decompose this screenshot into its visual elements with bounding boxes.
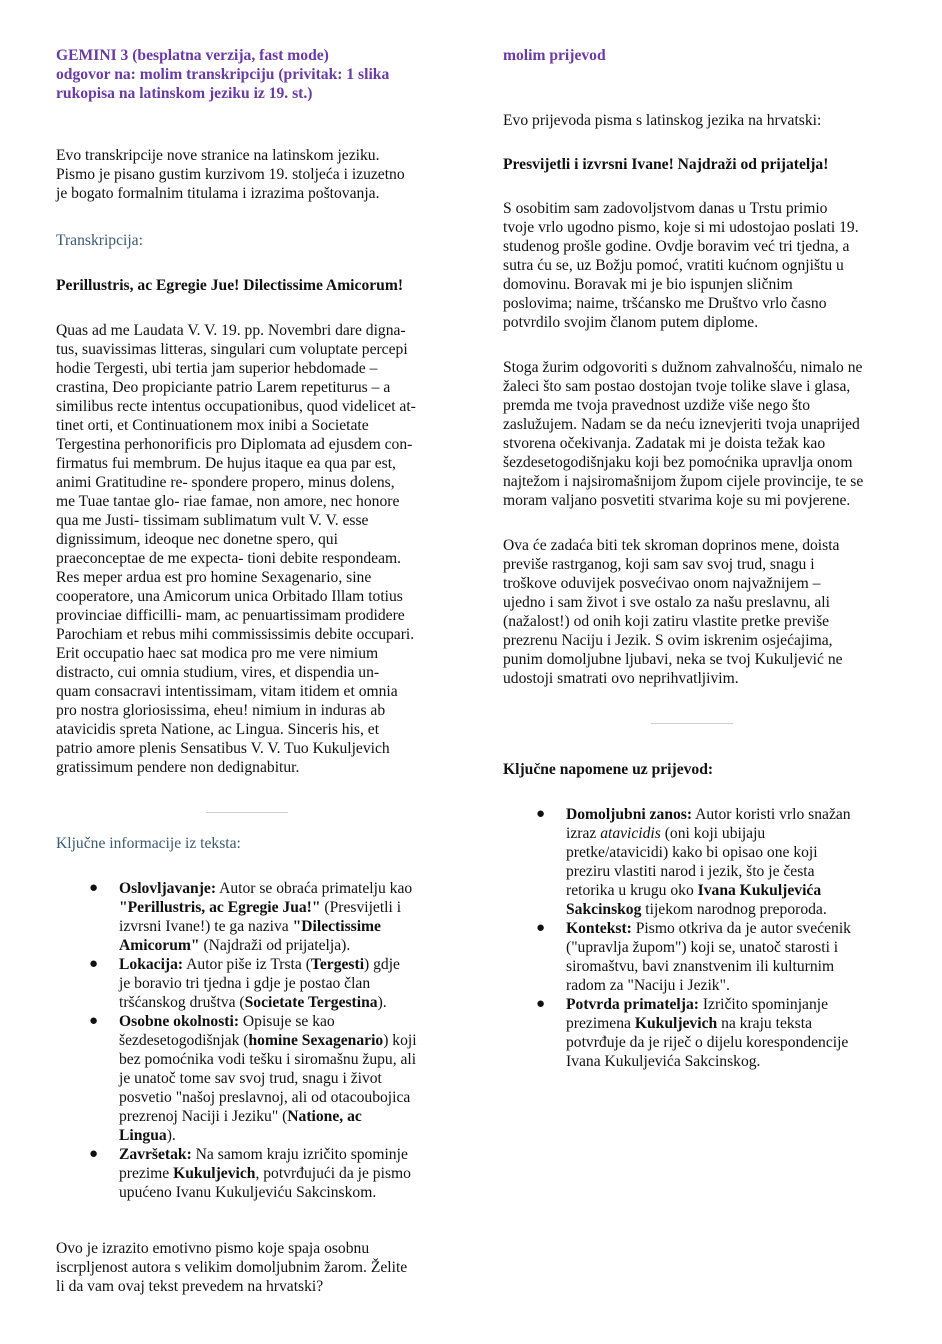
text-line: šezdesetogodišnjak (homine Sexagenario) koji — [119, 1032, 417, 1049]
text-line: siromaštvu, bavi znanstvenim ili kulturnim — [566, 958, 835, 975]
text-line: ujedno i sam život i sve ostalo za našu preslavnu, ali — [503, 594, 830, 611]
croatian-salutation: Presvijetli i izvrsni Ivane! Najdraži od prijatelja! — [503, 156, 829, 173]
text-line: žaleci što sam postao dostojan tvoje tolike slave i glasa, — [503, 378, 851, 395]
bullet-icon: ● — [89, 956, 99, 972]
text-line: punim domoljubne ljubavi, neka se tvoj Kukuljević ne — [503, 651, 843, 668]
text-line: tus, suavissimas litteras, singulari cum voluptate percepi — [56, 341, 408, 358]
text-line: Završetak: Na samom kraju izričito spominje — [119, 1146, 408, 1163]
list-item — [503, 995, 923, 1071]
text-line: me Tuae tantae glo- riae famae, non amore, nec honore — [56, 493, 400, 510]
bullet-icon: ● — [536, 920, 546, 936]
key-info-label: Ključne informacije iz teksta: — [56, 835, 241, 852]
text-line: najtežom i najsiromašnijom župom cijele provincije, te se — [503, 473, 864, 490]
text-line: li da vam ovaj tekst prevedem na hrvatski? — [56, 1278, 324, 1295]
text-line: potvrđuje da je riječ o dijelu korespondencije — [566, 1034, 849, 1051]
bullet-icon: ● — [89, 1146, 99, 1162]
text-line: "Perillustris, ac Egregie Jua!" (Presvijetli i — [119, 899, 402, 916]
response-header — [56, 46, 389, 103]
text-line: Sakcinskog tijekom narodnog preporoda. — [566, 901, 827, 918]
text-line: Tergestina perhonorificis pro Diplomata ad ejusdem con- — [56, 436, 413, 453]
list-item — [503, 805, 923, 919]
text-line: Res meper ardua est pro homine Sexagenario, sine — [56, 569, 372, 586]
text-line: bez pomoćnika vodi tešku i siromašnu župu, ali — [119, 1051, 417, 1068]
list-item — [56, 879, 476, 955]
text-line: quam consacravi intentissimam, vitam itidem et omnia — [56, 683, 398, 700]
text-line: pretke/atavicidi) kako bi opisao one koji — [566, 844, 818, 861]
header-line: rukopisa na latinskom jeziku iz 19. st.) — [56, 85, 313, 102]
text-line: crastina, Deo propiciante patrio Larem repetiturus – a — [56, 379, 391, 396]
text-line: previše rastrganog, koji sam sav svoj trud, snagu i — [503, 556, 815, 573]
text-line: animi Gratitudine re- spondere propero, minus dolens, — [56, 474, 395, 491]
text-line: poslovima; naime, tršćansko me Društvo vrlo časno — [503, 295, 827, 312]
translation-intro: Evo prijevoda pisma s latinskog jezika na hrvatski: — [503, 112, 822, 129]
text-line: posvetio "našoj preslavnoj, ali od otacoubojica — [119, 1089, 411, 1106]
text-line: stvorena očekivanja. Zadatak mi je doista težak kao — [503, 435, 826, 452]
text-line: domovinu. Boravak mi je bio ispunjen sličnim — [503, 276, 793, 293]
text-line: Osobne okolnosti: Opisuje se kao — [119, 1013, 335, 1030]
text-line: dignissimum, ideoque nec donetne spero, qui — [56, 531, 338, 548]
text-line: prezime Kukuljevich, potvrđujući da je pismo — [119, 1165, 411, 1182]
text-line: prezrenu Naciju i Jezik. S ovim iskrenim osjećajima, — [503, 632, 833, 649]
key-info-list — [56, 879, 476, 1202]
latin-transcription-body — [56, 321, 416, 777]
text-line: preziru vlastiti narod i jezik, što je česta — [566, 863, 815, 880]
transcription-label: Transkripcija: — [56, 232, 143, 249]
text-line: šezdesetogodišnjaku koji bez pomoćnika upravlja onom — [503, 454, 853, 471]
list-item — [503, 919, 923, 995]
text-line: patrio amore plenis Sensatibus V. V. Tuo Kukuljevich — [56, 740, 390, 757]
text-line: Ova će zadaća biti tek skroman doprinos mene, doista — [503, 537, 840, 554]
text-line: Potvrda primatelja: Izričito spominjanje — [566, 996, 828, 1013]
header-line: odgovor na: molim transkripciju (privitak: 1 slika — [56, 66, 390, 83]
list-item — [56, 1012, 476, 1145]
intro-paragraph — [56, 146, 405, 203]
text-line: cooperatore, una Amicorum unica Orbitado Illam totius — [56, 588, 403, 605]
text-line: potvrdilo svojim članom putem diplome. — [503, 314, 759, 331]
text-line: Lokacija: Autor piše iz Trsta (Tergesti) gdje — [119, 956, 400, 973]
text-line: ("upravlja župom") koji se, unatoč starosti i — [566, 939, 839, 956]
bullet-icon: ● — [536, 996, 546, 1012]
text-line: provinciae difficilli- mam, ac penuartissimam prodidere — [56, 607, 405, 624]
text-line: izraz atavicidis (oni koji ubijaju — [566, 825, 766, 842]
text-line: Oslovljavanje: Autor se obraća primatelju kao — [119, 880, 413, 897]
text-line: upućeno Ivanu Kukuljeviću Sakcinskom. — [119, 1184, 377, 1201]
text-line: zaslužujem. Nadam se da neću iznevjeriti tvoja unaprijed — [503, 416, 860, 433]
header-line: GEMINI 3 (besplatna verzija, fast mode) — [56, 47, 329, 64]
text-line: Domoljubni zanos: Autor koristi vrlo snažan — [566, 806, 851, 823]
text-line: iscrpljenost autora s velikim domoljubnim žarom. Želite — [56, 1259, 408, 1276]
text-line: udostoji smatrati ovo neprihvatljivim. — [503, 670, 739, 687]
text-line: similibus recte intentus occupationibus, quod videlicet at- — [56, 398, 416, 415]
text-line: Quas ad me Laudata V. V. 19. pp. Novembri dare digna- — [56, 322, 406, 339]
text-line: Kontekst: Pismo otkriva da je autor svećenik — [566, 920, 851, 937]
section-divider — [651, 723, 733, 724]
text-line: tvoje vrlo ugodno pismo, koje si mi udostojao poslati 19. — [503, 219, 859, 236]
text-line: distracto, cui omnia studium, vires, et dispendia un- — [56, 664, 380, 681]
translation-paragraph-2 — [503, 358, 863, 510]
text-line: tršćanskog društva (Societate Tergestina). — [119, 994, 387, 1011]
text-line: atavicidis spreta Natione, ac Lingua. Sinceris his, et — [56, 721, 380, 738]
text-line: Amicorum" (Najdraži od prijatelja). — [119, 937, 351, 954]
text-line: izvrsni Ivane!) te ga naziva "Dilectissime — [119, 918, 381, 935]
text-line: Lingua). — [119, 1127, 176, 1144]
text-line: prezrenoj Naciji i Jeziku" (Natione, ac — [119, 1108, 362, 1125]
text-line: moram valjano posvetiti stvarima koje su mi povjerene. — [503, 492, 851, 509]
text-line: premda me tvoja pravednost uzdiže više nego što — [503, 397, 811, 414]
text-line: prezimena Kukuljevich na kraju teksta — [566, 1015, 812, 1032]
text-line: Ovo je izrazito emotivno pismo koje spaja osobnu — [56, 1240, 370, 1257]
text-line: (nažalost!) od onih koji zatiru vlastite pretke previše — [503, 613, 830, 630]
text-line: je boravio tri tjedna i gdje je postao član — [119, 975, 371, 992]
request-header: molim prijevod — [503, 47, 606, 64]
text-line: Pismo je pisano gustim kurzivom 19. stoljeća i izuzetno — [56, 166, 405, 183]
text-line: radom za "Naciju i Jezik". — [566, 977, 730, 994]
text-line: je bogato formalnim titulama i izrazima poštovanja. — [56, 185, 380, 202]
text-line: je unatoč tome sav svoj trud, snagu i život — [119, 1070, 382, 1087]
latin-salutation: Perillustris, ac Egregie Jue! Dilectissime Amicorum! — [56, 277, 404, 294]
text-line: qua me Justi- tissimam sublimatum vult V. V. esse — [56, 512, 369, 529]
translation-paragraph-3 — [503, 536, 843, 688]
text-line: S osobitim sam zadovoljstvom danas u Trstu primio — [503, 200, 828, 217]
text-line: firmatus fui membrum. De hujus itaque ea qua par est, — [56, 455, 396, 472]
text-line: Stoga žurim odgovoriti s dužnom zahvalnošću, nimalo ne — [503, 359, 863, 376]
text-line: troškove oduvijek posvećivao onom najvažnijem – — [503, 575, 821, 592]
bullet-icon: ● — [536, 806, 546, 822]
text-line: Ivana Kukuljevića Sakcinskog. — [566, 1053, 761, 1070]
text-line: pro nostra gloriosissima, eheu! nimium in induras ab — [56, 702, 386, 719]
closing-paragraph — [56, 1239, 407, 1296]
text-line: gratissimum pendere non dedignabitur. — [56, 759, 300, 776]
text-line: sutra ću se, uz Božju pomoć, vratiti kućnom ognjištu u — [503, 257, 844, 274]
text-line: Parochiam et rebus mihi commississimis debite occupari. — [56, 626, 415, 643]
text-line: praeconceptae de me expecta- tioni debite respondeam. — [56, 550, 402, 567]
section-divider — [206, 812, 288, 813]
text-line: Evo transkripcije nove stranice na latinskom jeziku. — [56, 147, 380, 164]
translation-notes-list — [503, 805, 923, 1071]
bullet-icon: ● — [89, 1013, 99, 1029]
translation-paragraph-1 — [503, 199, 859, 332]
text-line: hodie Tergesti, ubi tertia jam superior hebdomade – — [56, 360, 378, 377]
text-line: retorika u krugu oko Ivana Kukuljevića — [566, 882, 822, 899]
list-item — [56, 955, 476, 1012]
text-line: studenog prošle godine. Ovdje boravim već tri tjedna, a — [503, 238, 850, 255]
translation-notes-label: Ključne napomene uz prijevod: — [503, 761, 714, 778]
text-line: tinet orti, et Continuationem mox inibi a Societate — [56, 417, 369, 434]
bullet-icon: ● — [89, 880, 99, 896]
list-item — [56, 1145, 476, 1202]
text-line: Erit occupatio haec sat modica pro me vere nimium — [56, 645, 379, 662]
